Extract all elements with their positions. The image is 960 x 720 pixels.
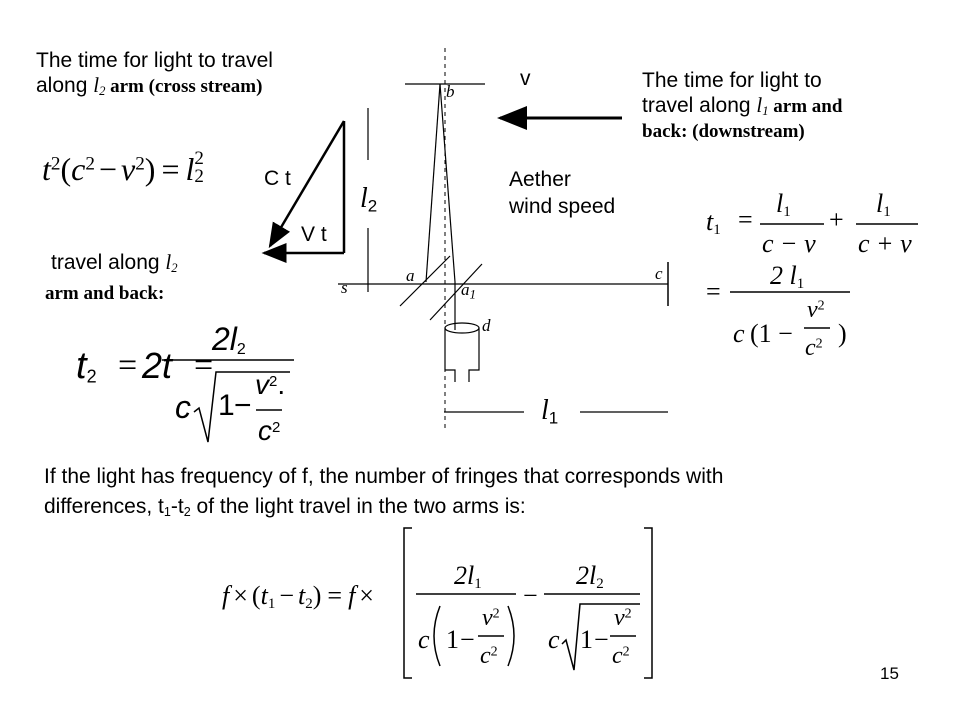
eq5-v2-text: v bbox=[614, 605, 625, 631]
eq4-num-text: 2 l bbox=[770, 261, 797, 290]
aether-line2: wind speed bbox=[509, 195, 616, 219]
fringe-text-b: -t bbox=[170, 495, 184, 518]
eq2-cc-exp: 2 bbox=[272, 418, 281, 436]
eq4-equals: = bbox=[706, 277, 721, 306]
fringe-text-c: of the light travel in the two arms is: bbox=[190, 495, 526, 518]
telescope-right bbox=[469, 328, 479, 382]
point-a: a bbox=[406, 266, 415, 285]
travel-l: l bbox=[165, 250, 172, 274]
point-d: d bbox=[482, 316, 491, 335]
eq5-open: ( bbox=[251, 581, 261, 610]
l2-letter: l bbox=[360, 183, 368, 214]
eq3-t: t bbox=[706, 207, 714, 236]
eq1-l-exp: 2 bbox=[194, 148, 204, 169]
travel-along-text: travel along bbox=[51, 251, 166, 274]
downstream-l-sub: 1 bbox=[762, 104, 769, 119]
velocity-triangle bbox=[264, 121, 344, 253]
eq2-num: 2l bbox=[212, 321, 237, 357]
eq5-cc2-exp: 2 bbox=[622, 644, 630, 660]
eq1-minus: − bbox=[98, 151, 117, 187]
vt-label: V t bbox=[301, 223, 327, 246]
eq5-t1: t bbox=[260, 581, 268, 610]
eq5-t2-sub: 2 bbox=[305, 595, 313, 612]
arm-and-back-label: arm and back: bbox=[45, 283, 165, 304]
title-rest: arm (cross stream) bbox=[105, 76, 263, 98]
eq1-v: v bbox=[120, 151, 136, 187]
eq5-close: ) bbox=[312, 581, 322, 610]
point-a1-letter: a bbox=[461, 280, 470, 299]
eq3-l2-sub: 1 bbox=[883, 203, 891, 220]
splitter-a bbox=[400, 256, 450, 306]
title-l-letter: l bbox=[93, 73, 100, 98]
downstream-rest: arm and bbox=[768, 96, 843, 118]
eq5-f2: f bbox=[348, 581, 356, 610]
eq3-equals: = bbox=[738, 205, 753, 234]
eq2-2t: 2t bbox=[142, 345, 173, 386]
eq5-t2: t bbox=[297, 581, 306, 610]
eq5-times2: × bbox=[359, 581, 374, 610]
l1-letter: l bbox=[541, 395, 549, 426]
eq5-close-paren bbox=[508, 606, 514, 666]
eq5-v2-exp: 2 bbox=[624, 606, 632, 622]
eq5-minus2: − bbox=[594, 625, 609, 654]
eq2-eq1: = bbox=[118, 347, 138, 384]
eq5-cc2-text: c bbox=[612, 643, 623, 669]
eq2-t: t bbox=[76, 345, 87, 387]
eq5-equals: = bbox=[327, 581, 343, 610]
eq5-radical bbox=[562, 604, 640, 670]
v-label: v bbox=[520, 67, 531, 90]
eq5-right-bracket bbox=[644, 528, 652, 678]
interferometer-diagram bbox=[338, 48, 668, 428]
eq5-one2: 1 bbox=[580, 625, 593, 654]
eq2-minus: − bbox=[234, 389, 252, 422]
eq2-eq2: = bbox=[194, 347, 214, 384]
aether-line1: Aether bbox=[509, 168, 571, 191]
eq3-l1-sub: 1 bbox=[783, 203, 791, 220]
fringe-text-a: differences, t bbox=[44, 495, 164, 518]
eq5-bigminus: − bbox=[523, 581, 538, 610]
eq4-num-sub: 1 bbox=[796, 275, 805, 292]
eq3-l1: l bbox=[776, 189, 784, 218]
point-b: b bbox=[446, 82, 455, 101]
eq2-t-sub: 2 bbox=[86, 366, 97, 387]
eq4-cc: c bbox=[805, 335, 816, 361]
travel-l-sub: 2 bbox=[171, 261, 178, 276]
eq5-c2: c bbox=[548, 625, 560, 654]
downstream-title-line1: The time for light to bbox=[642, 69, 822, 92]
eq1-c: c bbox=[71, 151, 86, 187]
eq2-c: c bbox=[175, 389, 191, 425]
eq5-minus: − bbox=[279, 581, 294, 610]
eq4-close: ) bbox=[838, 319, 847, 348]
eq3-plus: + bbox=[829, 205, 844, 234]
eq5-c1: c bbox=[418, 625, 430, 654]
eq3-t-sub: 1 bbox=[713, 221, 721, 238]
eq3-den2: c + v bbox=[858, 229, 912, 258]
l2-sub: 2 bbox=[367, 196, 378, 216]
cross-stream-title-line1: The time for light to travel bbox=[36, 49, 273, 72]
eq3-l2: l bbox=[876, 189, 884, 218]
eq5-v1-text: v bbox=[482, 605, 493, 631]
downstream-l: l bbox=[756, 93, 763, 118]
eq2-one: 1 bbox=[218, 389, 235, 422]
eq4-c: c bbox=[733, 319, 745, 348]
eq2-cc: c bbox=[258, 415, 272, 446]
point-s: s bbox=[341, 278, 348, 297]
point-c: c bbox=[655, 264, 663, 283]
eq5-times1: × bbox=[233, 581, 248, 610]
title-l-sub: 2 bbox=[99, 84, 106, 99]
fringe-line1: If the light has frequency of f, the number of fringes that corresponds with bbox=[44, 465, 724, 488]
ct-arrow bbox=[270, 121, 344, 246]
eq5-f1: f bbox=[222, 581, 230, 610]
eq3-eq4-graphics bbox=[730, 224, 918, 328]
eq4-cc-exp: 2 bbox=[815, 336, 823, 352]
downstream-text: travel along bbox=[642, 94, 757, 118]
eq2-graphics bbox=[162, 360, 294, 442]
eq1-exp: 2 bbox=[85, 153, 95, 175]
eq2-num-sub: 2 bbox=[236, 341, 246, 358]
eq1-exp: 2 bbox=[50, 153, 61, 175]
fringe-sub2: 2 bbox=[183, 505, 191, 520]
eq2-v-exp: 2 bbox=[269, 372, 278, 390]
beam-right bbox=[440, 84, 455, 282]
eq5-num2-sub: 2 bbox=[596, 575, 604, 592]
l1-sub: 1 bbox=[548, 408, 559, 428]
eq2-v: v bbox=[255, 369, 269, 400]
eq4-open: (1 − bbox=[750, 319, 793, 348]
eq5-left-bracket bbox=[404, 528, 412, 678]
plate-a1 bbox=[430, 264, 482, 320]
point-a1-sub: 1 bbox=[469, 286, 476, 302]
eq1-l: l bbox=[185, 151, 195, 187]
eq5-num1-sub: 1 bbox=[474, 575, 482, 592]
eq4-v-exp: 2 bbox=[817, 298, 825, 314]
eq5-t1-sub: 1 bbox=[267, 595, 276, 612]
eq5-open-paren bbox=[434, 606, 440, 666]
eq5-graphics bbox=[404, 528, 652, 678]
eq1-l-sub: 2 bbox=[194, 166, 204, 187]
eq5-cc1-exp: 2 bbox=[490, 644, 498, 660]
eq2-v-dot: . bbox=[277, 369, 286, 400]
eq5-v1-exp: 2 bbox=[492, 606, 500, 622]
eq1-t: t bbox=[42, 151, 51, 187]
telescope-left bbox=[445, 328, 455, 382]
ct-label: C t bbox=[264, 167, 291, 190]
eq5-minus1: − bbox=[460, 625, 475, 654]
eq5-num1-text: 2l bbox=[454, 561, 475, 590]
beam-left bbox=[426, 84, 440, 282]
eq5-one1: 1 bbox=[446, 625, 459, 654]
telescope-lens bbox=[445, 323, 479, 333]
eq5-num2-text: 2l bbox=[576, 561, 597, 590]
eq1-exp: 2 bbox=[135, 153, 145, 175]
eq4-v: v bbox=[807, 297, 818, 323]
eq3-den1: c − v bbox=[762, 229, 816, 258]
downstream-title-line3: back: (downstream) bbox=[642, 120, 805, 142]
cross-stream-equation: $t^2(c^2 - v^2) = l$ 2 2 bbox=[42, 148, 204, 187]
eq5-cc1-text: c bbox=[480, 643, 491, 669]
title-text: along bbox=[36, 74, 94, 98]
eq1-equals: = bbox=[161, 151, 180, 187]
fringe-sub1: 1 bbox=[163, 505, 171, 520]
page-number: 15 bbox=[880, 664, 899, 683]
eq2-radical bbox=[194, 372, 290, 442]
